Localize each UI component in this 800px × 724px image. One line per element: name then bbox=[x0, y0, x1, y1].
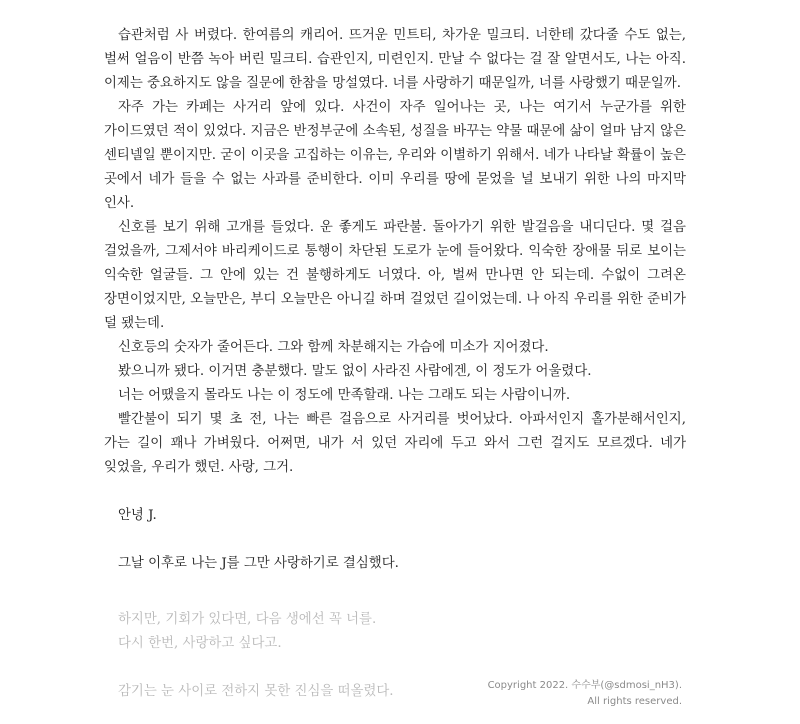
story-paragraph: 신호를 보기 위해 고개를 들었다. 운 좋게도 파란불. 돌아가기 위한 발걸음을 내디딘다. 몇 걸음 걸었을까, 그제서야 바리케이드로 통행이 차단된 도로가 눈에 들어왔다. 익숙한 장애물 뒤로 보이는 익숙한 얼굴들. 그 안에 있는 건 불행하게도 너였다. 아, 벌써 만나면 안 되는데. 수없이 그려온 장면이었지만, 오늘만은, 부디 오늘만은 아니길 하며 걸었던 길이었는데. 나 아직 우리를 위한 준비가 덜 됐는데. bbox=[104, 220, 686, 331]
decision-line: 그날 이후로 나는 J를 그만 사랑하기로 결심했다. bbox=[118, 556, 399, 571]
story-paragraph: 자주 가는 카페는 사거리 앞에 있다. 사건이 자주 일어나는 곳, 나는 여기서 누군가를 위한 가이드였던 적이 있었다. 지금은 반정부군에 소속된, 성질을 바꾸는 약물 때문에 삶이 얼마 남지 않은 센티넬일 뿐이지만. 굳이 이곳을 고집하는 이유는, 우리와 이별하기 위해서. 네가 나타날 확률이 높은 곳에서 네가 들을 수 없는 사과를 준비한다. 이미 우리를 땅에 묻었을 널 보내기 위한 나의 마지막 인사. bbox=[104, 100, 686, 211]
copyright-notice bbox=[488, 678, 682, 710]
epilogue-line-2: 다시 한번, 사랑하고 싶다고. bbox=[118, 636, 282, 651]
story-body bbox=[104, 24, 686, 576]
rights-line: All rights reserved. bbox=[587, 696, 682, 707]
story-paragraph: 너는 어땠을지 몰라도 나는 이 정도에 만족할래. 나는 그래도 되는 사람이니까. bbox=[118, 388, 571, 403]
epilogue bbox=[118, 608, 478, 704]
copyright-line: Copyright 2022. 수수부(@sdmosi_nH3). bbox=[487, 680, 682, 691]
story-paragraph: 습관처럼 사 버렸다. 한여름의 캐리어. 뜨거운 민트티, 차가운 밀크티. 너한테 갔다줄 수도 없는, 벌써 얼음이 반쯤 녹아 버린 밀크티. 습관인지, 미련인지. 만날 수 없다는 걸 잘 알면서도, 나는 아직. 이제는 중요하지도 않을 질문에 한참을 망설였다. 너를 사랑하기 때문일까, 너를 사랑했기 때문일까. bbox=[104, 28, 686, 91]
story-paragraph: 신호등의 숫자가 줄어든다. 그와 함께 차분해지는 가슴에 미소가 지어졌다. bbox=[118, 340, 549, 355]
epilogue-line-1: 하지만, 기회가 있다면, 다음 생에선 꼭 너를. bbox=[118, 612, 377, 627]
story-paragraph: 봤으니까 됐다. 이거면 충분했다. 말도 없이 사라진 사람에겐, 이 정도가 어울렸다. bbox=[118, 364, 592, 379]
story-paragraph: 빨간불이 되기 몇 초 전, 나는 빠른 걸음으로 사거리를 벗어났다. 아파서인지 홀가분해서인지, 가는 길이 꽤나 가벼웠다. 어쩌면, 내가 서 있던 자리에 두고 와서 그런 걸지도 모르겠다. 네가 잊었을, 우리가 했던. 사랑, 그거. bbox=[104, 412, 686, 475]
epilogue-line-3: 감기는 눈 사이로 전하지 못한 진심을 떠올렸다. bbox=[118, 684, 394, 699]
farewell-line: 안녕 J. bbox=[118, 508, 157, 523]
